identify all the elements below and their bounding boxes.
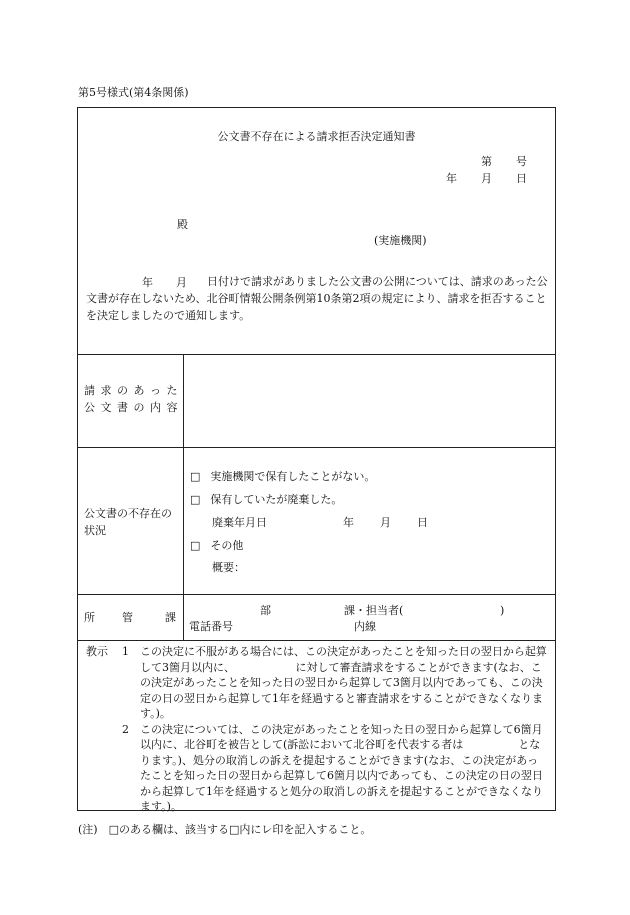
nonexistence-label-1: 公文書の不存在の [84,507,172,520]
date-day: 日 [516,172,527,185]
instruction-item-2 [86,722,548,815]
dept-close-paren: ) [500,604,505,617]
instruction-text: この決定に不服がある場合には、この決定があったことを知った日の翌日から起算して3箇月以内に、 に対して審査請求をすることができます(なお、この決定があったことを知った日の翌日から起算して3箇月以内であっても、この決定の日の翌日から起算して1年を経過すると審査請求をすることができなくなります。)。 [140,645,547,720]
form-number-label: 第5号様式(第4条関係) [78,86,189,99]
instruction-section [86,644,548,815]
column-divider [183,354,184,594]
option-never-held-label: 実施機関で保有したことがない。 [210,470,376,483]
dept-ka-tanto: 課・担当者( [344,604,404,617]
option-discarded-label: 保有していたが廃棄した。 [210,493,343,506]
phone-label: 電話番号 [189,620,233,633]
row-divider [78,354,555,355]
column-divider [183,594,184,640]
addressee-suffix: 殿 [177,218,188,231]
form-box [77,107,556,811]
instruction-text: この決定については、この決定があったことを知った日の翌日から起算して6箇月以内に、北谷町を被告として(訴訟において北谷町を代表する者は となります。)、処分の取消しの訴えを提起することができます(なお、この決定があったことを知った日の翌日から起算して6箇月以内であっても、この決定の日の翌日から起算して1年を経過すると処分の取消しの訴えを提起することができなくなります。)。 [140,722,543,813]
summary-label: 概要： [212,561,245,574]
document-title: 公文書不存在による請求拒否決定通知書 [217,130,416,143]
instruction-number: 2 [122,722,129,736]
body-month: 月 [176,276,187,289]
row-divider [78,594,555,595]
requested-content-label-2: 公 文 書 の 内 容 [84,401,179,414]
requested-content-label-1: 請 求 の あ っ た [84,384,179,397]
dept-label-3: 課 [165,611,176,624]
dept-bu: 部 [260,604,271,617]
instruction-head: 教示 [86,645,108,658]
nonexistence-label-2: 状況 [84,524,106,537]
footer-note: (注) □のある欄は、該当する□内にレ印を記入すること。 [78,823,372,836]
instruction-item-1 [86,644,548,722]
dept-label-2: 管 [122,611,133,624]
doc-number-dai: 第 [481,155,492,168]
checkbox-icon[interactable]: □ [190,470,201,483]
discard-day: 日 [417,516,428,529]
issuer-label: (実施機関) [374,234,427,247]
instruction-number: 1 [122,645,129,658]
date-year: 年 [446,172,457,185]
discard-year: 年 [343,516,354,529]
checkbox-icon[interactable]: □ [190,539,201,552]
date-month: 月 [481,172,492,185]
discard-date-label: 廃棄年月日 [212,516,267,529]
instruction-head-spacer [86,722,122,815]
checkbox-icon[interactable]: □ [190,493,201,506]
body-year: 年 [142,276,153,289]
option-other[interactable] [190,539,243,553]
body-paragraph: 日付けで請求がありました公文書の公開については、請求のあった公文書が存在しないため、北谷町情報公開条例第10条第2項の規定により、請求を拒否することを決定しましたので通知します。 [86,275,548,322]
row-divider [78,640,555,641]
doc-number-go: 号 [516,155,527,168]
option-discarded[interactable] [190,493,342,507]
extension-label: 内線 [354,620,376,633]
dept-label-1: 所 [84,611,95,624]
option-never-held[interactable] [190,470,375,484]
option-other-label: その他 [210,539,244,552]
row-divider [78,447,555,448]
discard-month: 月 [380,516,391,529]
